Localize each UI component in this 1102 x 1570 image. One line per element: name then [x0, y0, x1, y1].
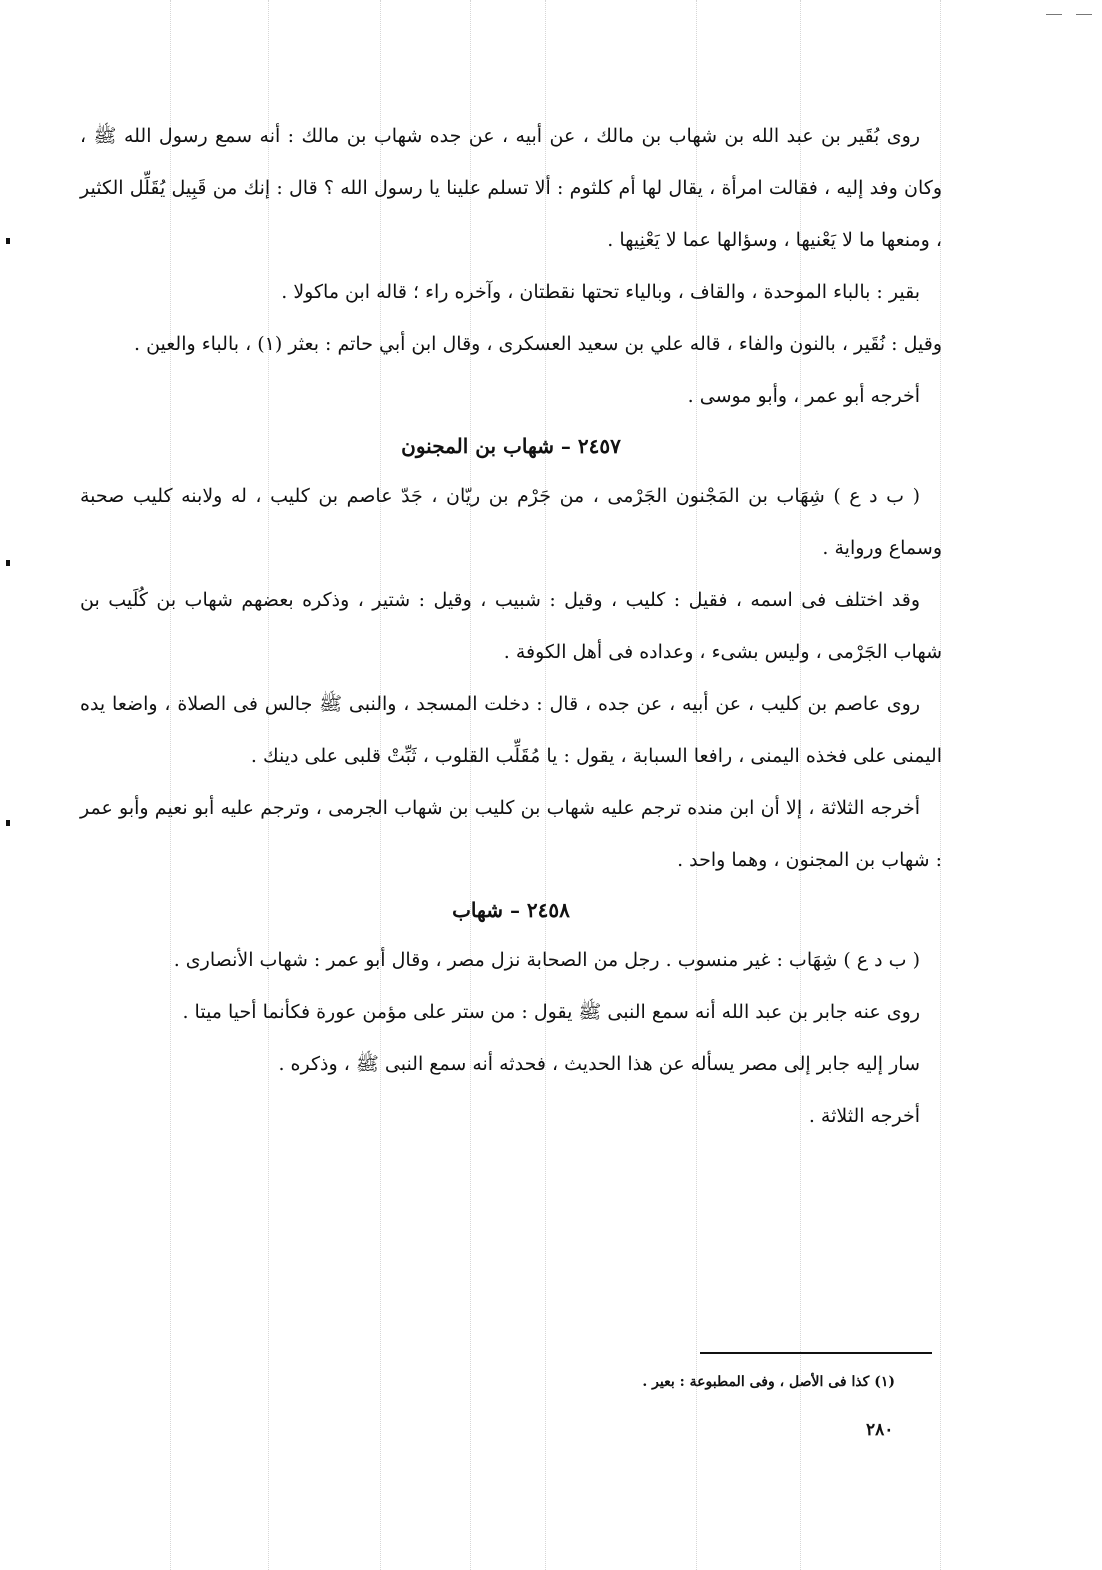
paragraph: أخرجه الثلاثة .	[808, 1105, 920, 1127]
corner-mark	[1076, 14, 1092, 15]
margin-mark	[6, 238, 10, 244]
paragraph: وقيل : نُقَير ، بالنون والفاء ، قاله علي بن سعيد العسكرى ، وقال ابن أبي حاتم : بعثر (١) ، بالباء والعين .	[133, 333, 942, 355]
footnote: (١) كذا فى الأصل ، وفى المطبوعة : بعير .	[642, 1374, 895, 1390]
paragraph: وقد اختلف فى اسمه ، فقيل : كليب ، وقيل : شبيب ، وقيل : شتير ، وذكره بعضهم شهاب بن كُلَيب بن شهاب الجَرْمى ، وليس بشىء ، وعداده فى أهل الكوفة .	[80, 589, 942, 663]
margin-mark	[6, 820, 10, 826]
paragraph: أخرجه أبو عمر ، وأبو موسى .	[687, 385, 920, 407]
margin-mark	[6, 560, 10, 566]
paragraph: سار إليه جابر إلى مصر يسأله عن هذا الحديث ، فحدثه أنه سمع النبى ﷺ ، وذكره .	[278, 1053, 920, 1075]
entry-heading: ٢٤٥٨ – شهاب	[452, 898, 570, 922]
corner-mark	[1046, 14, 1062, 15]
paragraph: روى عنه جابر بن عبد الله أنه سمع النبى ﷺ يقول : من ستر على مؤمن عورة فكأنما أحيا ميتا .	[182, 1001, 920, 1023]
entry-heading: ٢٤٥٧ – شهاب بن المجنون	[401, 434, 621, 458]
page-number: ٢٨٠	[866, 1420, 894, 1440]
paragraph: أخرجه الثلاثة ، إلا أن ابن منده ترجم عليه شهاب بن كليب بن شهاب الجرمى ، وترجم عليه أبو نعيم وأبو عمر : شهاب بن المجنون ، وهما واحد .	[80, 797, 942, 871]
paragraph: ( ب د ع ) شِهَاب : غير منسوب . رجل من الصحابة نزل مصر ، وقال أبو عمر : شهاب الأنصارى .	[173, 949, 920, 971]
paragraph: بقير : بالباء الموحدة ، والقاف ، وبالياء تحتها نقطتان ، وآخره راء ؛ قاله ابن ماكولا .	[281, 281, 920, 303]
paragraph: ( ب د ع ) شِهَاب بن المَجْنون الجَرْمى ، من جَرْم بن ريّان ، جَدّ عاصم بن كليب ، له ولابنه كليب صحبة وسماع ورواية .	[80, 485, 942, 559]
footnote-divider	[700, 1352, 932, 1354]
page-body	[80, 110, 942, 1142]
paragraph: روى بُقَير بن عبد الله بن شهاب بن مالك ، عن أبيه ، عن جده شهاب بن مالك : أنه سمع رسول الله ﷺ ، وكان وفد إليه ، فقالت امرأة ، يقال لها أم كلثوم : ألا تسلم علينا يا رسول الله ؟ قال : إنك من قَبِيل يُقَلِّل الكثير ، ومنعها ما لا يَعْنيها ، وسؤالها عما لا يَعْنِيها .	[80, 125, 942, 251]
paragraph: روى عاصم بن كليب ، عن أبيه ، عن جده ، قال : دخلت المسجد ، والنبى ﷺ جالس فى الصلاة ، واضعا يده اليمنى على فخذه اليمنى ، رافعا السبابة ، يقول : يا مُقَلِّب القلوب ، ثَبِّتْ قلبى على دينك .	[80, 693, 942, 767]
